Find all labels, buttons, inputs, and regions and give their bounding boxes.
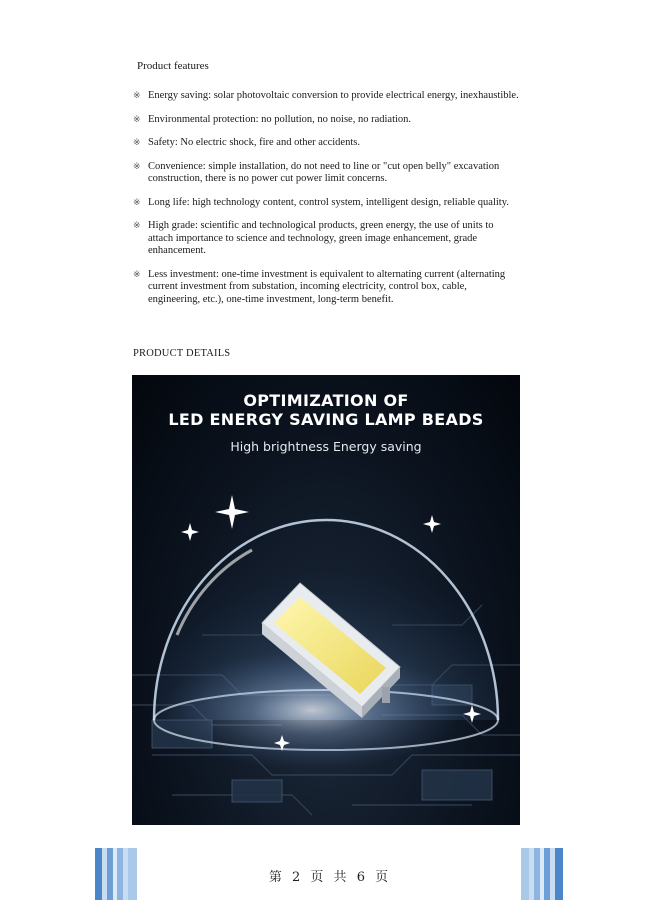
feature-item bbox=[133, 220, 533, 258]
reference-mark-icon: ※ bbox=[133, 138, 141, 148]
feature-text: Long life: high technology content, control system, intelligent design, reliable quality. bbox=[148, 196, 509, 208]
feature-item bbox=[133, 114, 533, 127]
feature-item bbox=[133, 269, 533, 307]
feature-list bbox=[133, 90, 533, 317]
banner-subtitle: High brightness Energy saving bbox=[230, 439, 422, 454]
product-banner-image bbox=[132, 375, 520, 825]
page-title: Product features bbox=[137, 60, 209, 72]
feature-text: Less investment: one-time investment is equivalent to alternating current (alternating current investment from substation, incoming electricity, control box, cable, engineering, etc.), one-time investment, long-term benefit. bbox=[148, 268, 506, 305]
reference-mark-icon: ※ bbox=[133, 197, 141, 208]
feature-text: Environmental protection: no pollution, no noise, no radiation. bbox=[148, 113, 412, 125]
feature-item bbox=[133, 161, 533, 186]
section-title: PRODUCT DETAILS bbox=[133, 348, 231, 359]
banner-title-line-2: LED ENERGY SAVING LAMP BEADS bbox=[168, 410, 484, 429]
feature-item bbox=[133, 90, 533, 103]
reference-mark-icon: ※ bbox=[133, 161, 141, 172]
reference-mark-icon: ※ bbox=[133, 269, 141, 280]
feature-item bbox=[133, 197, 533, 210]
feature-text: Energy saving: solar photovoltaic conversion to provide electrical energy, inexhaustible. bbox=[148, 90, 519, 101]
feature-item bbox=[133, 137, 533, 150]
feature-text: High grade: scientific and technological products, green energy, the use of units to attach importance to science and technology, green image enhancement, grade enhancement. bbox=[148, 220, 494, 256]
footer-decoration-right bbox=[521, 848, 563, 900]
reference-mark-icon: ※ bbox=[133, 114, 141, 125]
reference-mark-icon: ※ bbox=[133, 221, 141, 231]
feature-text: Convenience: simple installation, do not need to line or "cut open belly" excavation construction, there is no power cut power limit concerns. bbox=[148, 160, 500, 184]
page-number: 第 2 页 共 6 页 bbox=[268, 870, 392, 885]
feature-text: Safety: No electric shock, fire and other accidents. bbox=[148, 137, 360, 148]
reference-mark-icon: ※ bbox=[133, 91, 141, 101]
banner-title-line-1: OPTIMIZATION OF bbox=[243, 391, 409, 410]
